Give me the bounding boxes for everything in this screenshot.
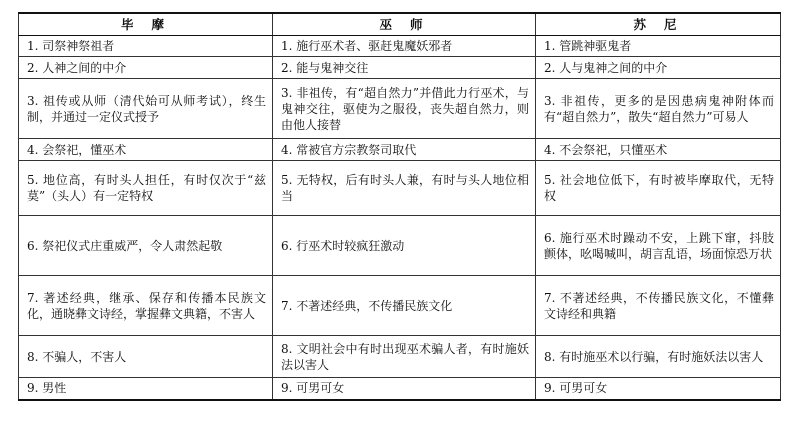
table-cell: 5. 无特权，后有时头人兼，有时与头人地位相当 [273,161,536,216]
table-cell: 1. 施行巫术者、驱赶鬼魔妖邪者 [273,36,536,57]
table-row [19,57,781,79]
table-cell: 3. 非祖传，有“超自然力”并借此力行巫术，与鬼神交往，驱使为之服役，丧失超自然力，则由他人接替 [273,79,536,139]
table-row [19,139,781,161]
header-row [19,13,781,36]
table-cell: 7. 不著述经典，不传播民族文化 [273,276,536,336]
header-wizard: 巫师 [273,13,536,36]
table-row [19,276,781,336]
table-row [19,378,781,400]
table-cell: 9. 可男可女 [273,378,536,400]
table-cell: 4. 常被官方宗教祭司取代 [273,139,536,161]
table-cell: 2. 人神之间的中介 [19,57,273,79]
header-suni: 苏尼 [536,13,781,36]
table-cell: 1. 司祭神祭祖者 [19,36,273,57]
table-cell: 6. 行巫术时较疯狂激动 [273,216,536,276]
table-cell: 6. 祭祀仪式庄重威严，令人肃然起敬 [19,216,273,276]
table-row [19,336,781,378]
table-cell: 3. 非祖传，更多的是因患病鬼神附体而有“超自然力”，散失“超自然力”可易人 [536,79,781,139]
comparison-table [18,12,781,401]
table-cell: 6. 施行巫术时躁动不安，上跳下窜，抖肢颤体，吆喝喊叫，胡言乱语，场面惊恐万状 [536,216,781,276]
table-cell: 3. 祖传或从师（清代始可从师考试），终生制，并通过一定仪式授予 [19,79,273,139]
table-row [19,36,781,57]
table-cell: 9. 男性 [19,378,273,400]
table-row [19,216,781,276]
table-cell: 9. 可男可女 [536,378,781,400]
header-bimo: 毕摩 [19,13,273,36]
table-row [19,79,781,139]
table-cell: 5. 地位高，有时头人担任，有时仅次于“兹莫”（头人）有一定特权 [19,161,273,216]
table-cell: 4. 会祭祀，懂巫术 [19,139,273,161]
table-cell: 2. 人与鬼神之间的中介 [536,57,781,79]
table-cell: 7. 不著述经典，不传播民族文化，不懂彝文诗经和典籍 [536,276,781,336]
table-cell: 8. 文明社会中有时出现巫术骗人者，有时施妖法以害人 [273,336,536,378]
table-cell: 5. 社会地位低下，有时被毕摩取代，无特权 [536,161,781,216]
table-cell: 8. 不骗人，不害人 [19,336,273,378]
table-cell: 7. 著述经典，继承、保存和传播本民族文化，通晓彝文诗经，掌握彝文典籍，不害人 [19,276,273,336]
table-cell: 4. 不会祭祀，只懂巫术 [536,139,781,161]
table-cell: 2. 能与鬼神交往 [273,57,536,79]
comparison-table-container [18,12,780,401]
table-row [19,161,781,216]
table-cell: 1. 管跳神驱鬼者 [536,36,781,57]
table-cell: 8. 有时施巫术以行骗，有时施妖法以害人 [536,336,781,378]
